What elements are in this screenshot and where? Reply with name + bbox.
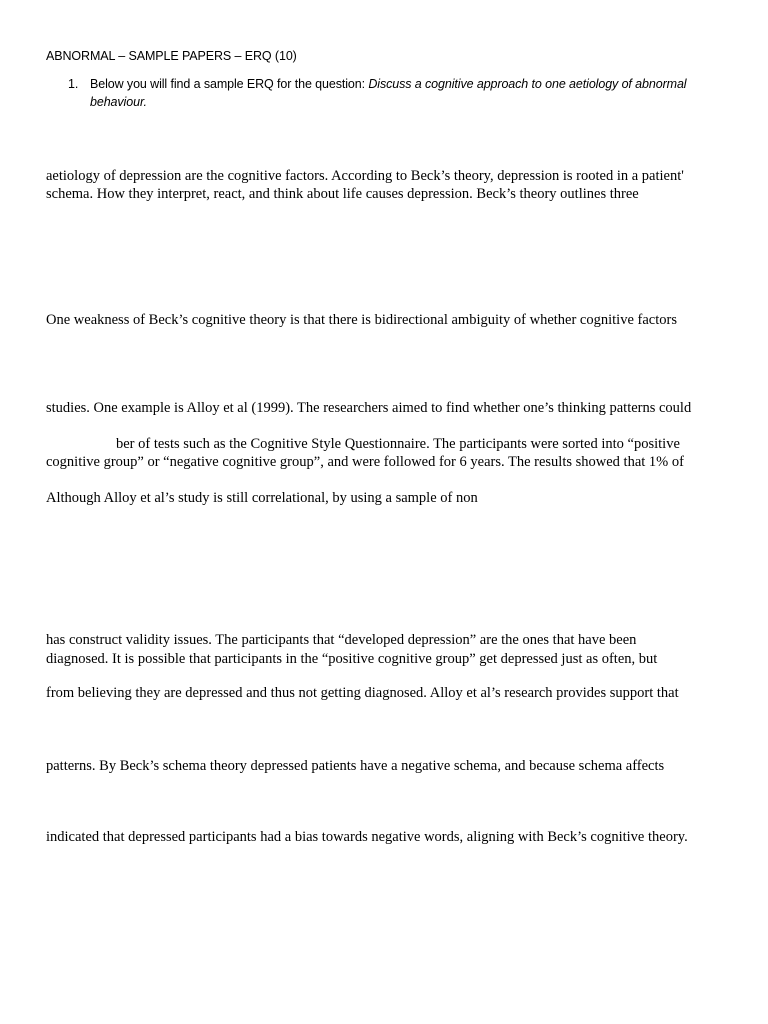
body-text-line: has construct validity issues. The participants that “developed depression” are the ones that have been <box>46 632 637 648</box>
body-text-line: indicated that depressed participants had a bias towards negative words, aligning with Beck’s cognitive theory. <box>46 829 688 845</box>
question-prefix: Below you will find a sample ERQ for the question: <box>90 77 369 91</box>
body-text-line: ber of tests such as the Cognitive Style Questionnaire. The participants were sorted into “positive <box>116 436 680 452</box>
question-number: 1. <box>68 77 79 91</box>
body-text-line: diagnosed. It is possible that participants in the “positive cognitive group” get depressed just as often, but <box>46 651 658 667</box>
body-text-line: schema. How they interpret, react, and think about life causes depression. Beck’s theory outlines three <box>46 186 639 202</box>
document-title: ABNORMAL – SAMPLE PAPERS – ERQ (10) <box>46 49 297 63</box>
body-text-line: One weakness of Beck’s cognitive theory is that there is bidirectional ambiguity of whether cognitive factors <box>46 312 677 328</box>
body-text-line: Although Alloy et al’s study is still correlational, by using a sample of non <box>46 490 478 506</box>
body-text-line: studies. One example is Alloy et al (1999). The researchers aimed to find whether one’s thinking patterns could <box>46 400 692 416</box>
body-text-line: aetiology of depression are the cognitive factors. According to Beck’s theory, depression is rooted in a patient' <box>46 168 684 184</box>
body-text-line: patterns. By Beck’s schema theory depressed patients have a negative schema, and because schema affects <box>46 758 665 774</box>
question-italic-line-2: behaviour. <box>90 95 147 109</box>
body-text-line: from believing they are depressed and thus not getting diagnosed. Alloy et al’s research provides support that <box>46 685 679 701</box>
body-text-line: cognitive group” or “negative cognitive group”, and were followed for 6 years. The results showed that 1% of <box>46 454 684 470</box>
question-italic-line-1: Discuss a cognitive approach to one aetiology of abnormal <box>368 77 687 91</box>
question-line-1 <box>90 75 686 93</box>
